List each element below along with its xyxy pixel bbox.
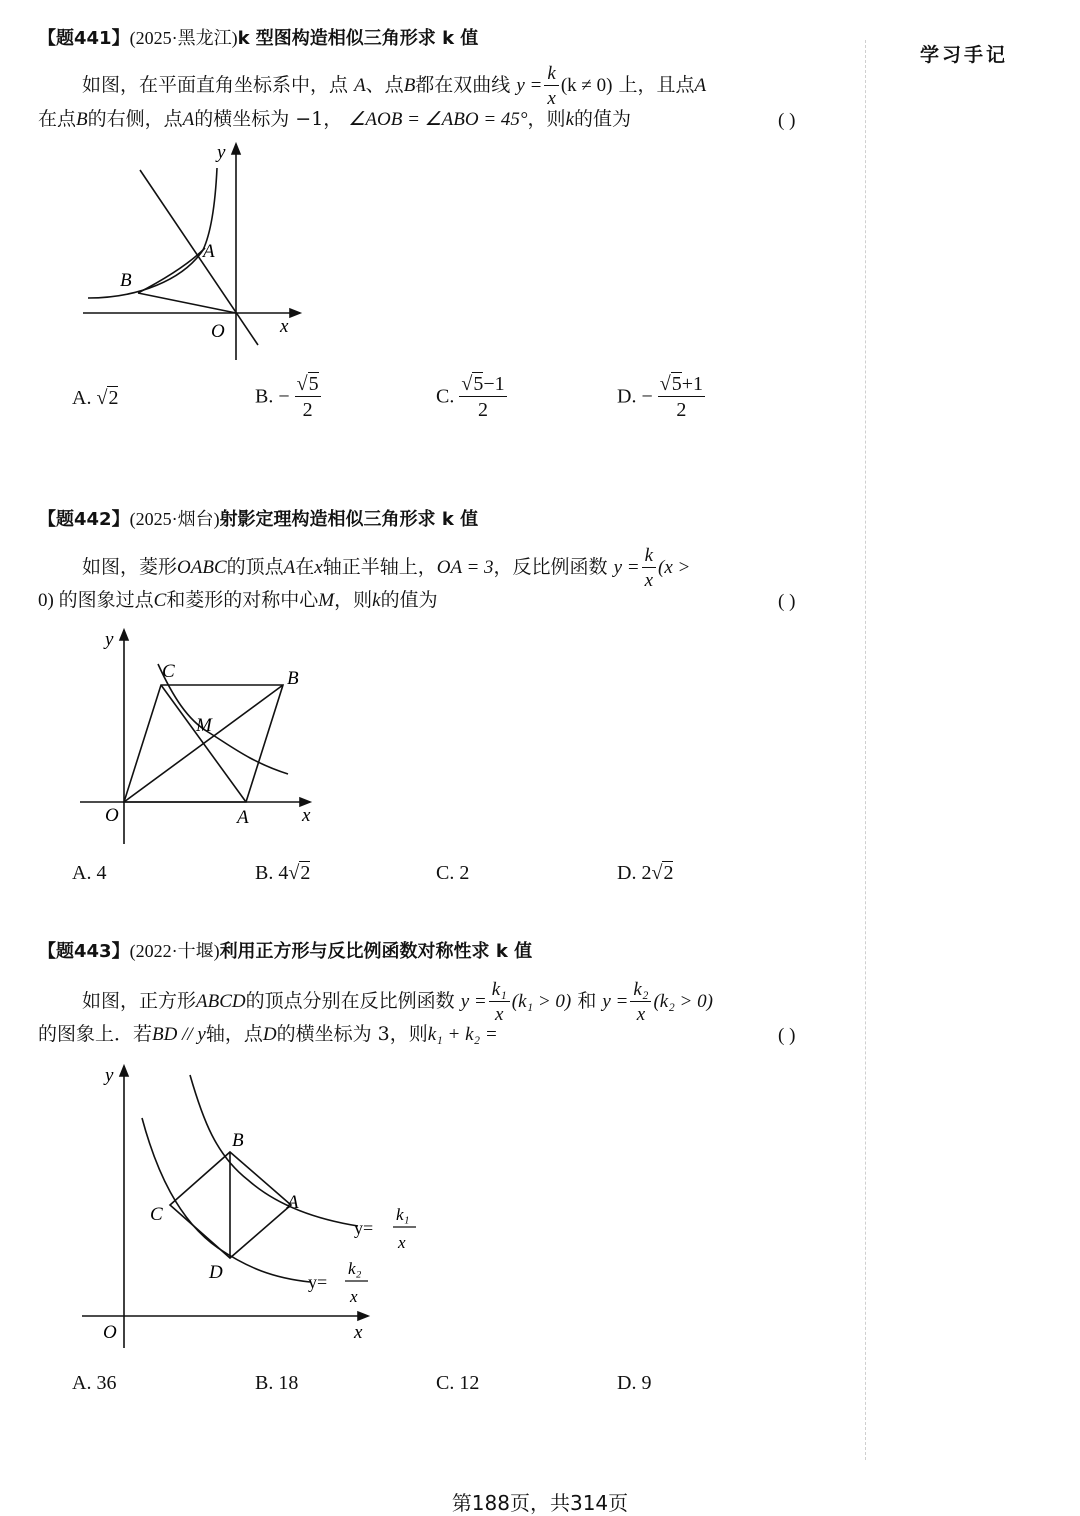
q442-header [38,505,478,531]
q441-label-a: A [203,241,215,262]
q442-figure [78,622,328,852]
q443-curve-k1 [190,1075,358,1226]
q442-label-m: M [196,715,212,736]
q443-line2: 的图象上．若BD // y轴，点D的横坐标为 3，则k₁ + k₂ = [38,1023,498,1045]
q441-line2: 在点B的右侧，点A的横坐标为 −1， ∠AOB = ∠ABO = 45°，则k的值为 [38,108,632,130]
q443-curve2-den: x [350,1287,358,1306]
q441-angles: ∠AOB = ∠ABO = 45° [348,109,528,130]
q442-tag: 【题442】 [38,509,130,530]
q443-label-y: y [105,1065,114,1086]
q443-label-c: C [150,1204,163,1225]
q443-option-c[interactable]: C. 12 [436,1372,480,1394]
q441-label-o: O [211,321,225,342]
q443-figure [78,1060,438,1350]
q441-option-c[interactable]: C. $\frac{√5-1}{2}$ [436,373,505,421]
q443-label-o: O [103,1322,117,1343]
sidebar-divider [865,40,866,1460]
q441-segment-ba [138,248,205,293]
q443-option-a[interactable]: A. 36 [72,1372,117,1394]
q441-label-x: x [280,316,289,337]
sidebar-title: 学习手记 [920,44,1009,66]
q441-fraction: $\frac{k}{x}$ [544,64,558,108]
q443-y-arrow [120,1066,128,1076]
q443-topic: 利用正方形与反比例函数对称性求 k 值 [219,941,533,962]
q442-label-o: O [105,805,119,826]
q441-source: (2025·黑龙江) [129,28,238,48]
q443-curve2-num: k₂ [348,1259,362,1278]
q441-segment-bo [138,293,236,313]
q441-label-b: B [120,270,132,291]
q443-x-arrow [358,1312,368,1320]
q441-line1: 如图，在平面直角坐标系中，点 A、点B都在双曲线 y = $\frac{k}{x}$ (k ≠ 0) 上，且点A [82,63,707,109]
q441-header [38,24,478,50]
q443-tag: 【题443】 [38,941,130,962]
q441-tag: 【题441】 [38,28,130,49]
q443-source: (2022·十堰) [129,941,220,961]
q442-option-c[interactable]: C. 2 [436,862,470,884]
q442-answer-blank[interactable]: ( ) [778,591,796,612]
q443-label-b: B [232,1130,244,1151]
q441-option-d[interactable]: D. − $\frac{√5+1}{2}$ [617,373,703,421]
q443-line1: 如图，正方形ABCD的顶点分别在反比例函数 y = $\frac{\text{k₁}}{x}$ (k₁ > 0) 和 y = $\frac{\text{k₂}}{x}$ (k₂ > 0) [82,979,713,1025]
q441-line-through-a [140,170,258,345]
q441-topic: k 型图构造相似三角形求 k 值 [237,28,479,49]
q443-label-x: x [354,1322,363,1343]
q442-topic: 射影定理构造相似三角形求 k 值 [219,509,479,530]
q443-curve1-lhs: y= [354,1218,374,1238]
q443-curve1-den: x [398,1233,406,1252]
q442-fraction: $\frac{k}{x}$ [642,546,656,590]
q443-fraction-2: $\frac{\text{k₂}}{x}$ [630,980,651,1024]
q442-label-c: C [162,661,175,682]
q442-label-b: B [287,668,299,689]
q441-x-arrow [290,309,300,317]
q442-label-a: A [237,807,249,828]
q443-label-d: D [209,1262,223,1283]
q442-option-d[interactable]: D. 2√2 [617,862,674,884]
q443-curve1-num: k₁ [396,1205,410,1224]
q443-header [38,937,532,963]
q441-figure [78,140,308,365]
q443-fraction-1: $\frac{\text{k₁}}{x}$ [489,980,510,1024]
q441-point-b: B [403,75,416,96]
q441-option-a[interactable]: A. √2 [72,387,119,409]
q441-label-y: y [217,142,226,163]
page-number: 第188页，共314页 [451,1491,629,1515]
q443-label-a: A [287,1192,299,1213]
q442-option-b[interactable]: B. 4√2 [255,862,311,884]
q441-y-arrow [232,144,240,154]
q442-source: (2025·烟台) [129,509,220,529]
q441-answer-blank[interactable]: ( ) [778,110,796,131]
q442-hyperbola [158,664,288,774]
q442-label-y: y [105,629,114,650]
q442-y-arrow [120,630,128,640]
q442-line2: 0) 的图象过点C和菱形的对称中心M，则k的值为 [38,589,438,611]
q441-point-a: A [354,75,366,96]
q443-curve2-lhs: y= [308,1272,328,1292]
q442-option-a[interactable]: A. 4 [72,862,107,884]
q442-line1: 如图，菱形OABC的顶点A在x轴正半轴上，OA = 3，反比例函数 y = $\frac{k}{x}$ (x > [82,545,691,591]
q442-diagonal-ac [161,685,246,802]
q441-option-b[interactable]: B. − $\frac{√5}{2}$ [255,373,319,421]
q443-answer-blank[interactable]: ( ) [778,1025,796,1046]
q442-label-x: x [302,805,311,826]
q443-option-d[interactable]: D. 9 [617,1372,652,1394]
q443-option-b[interactable]: B. 18 [255,1372,299,1394]
